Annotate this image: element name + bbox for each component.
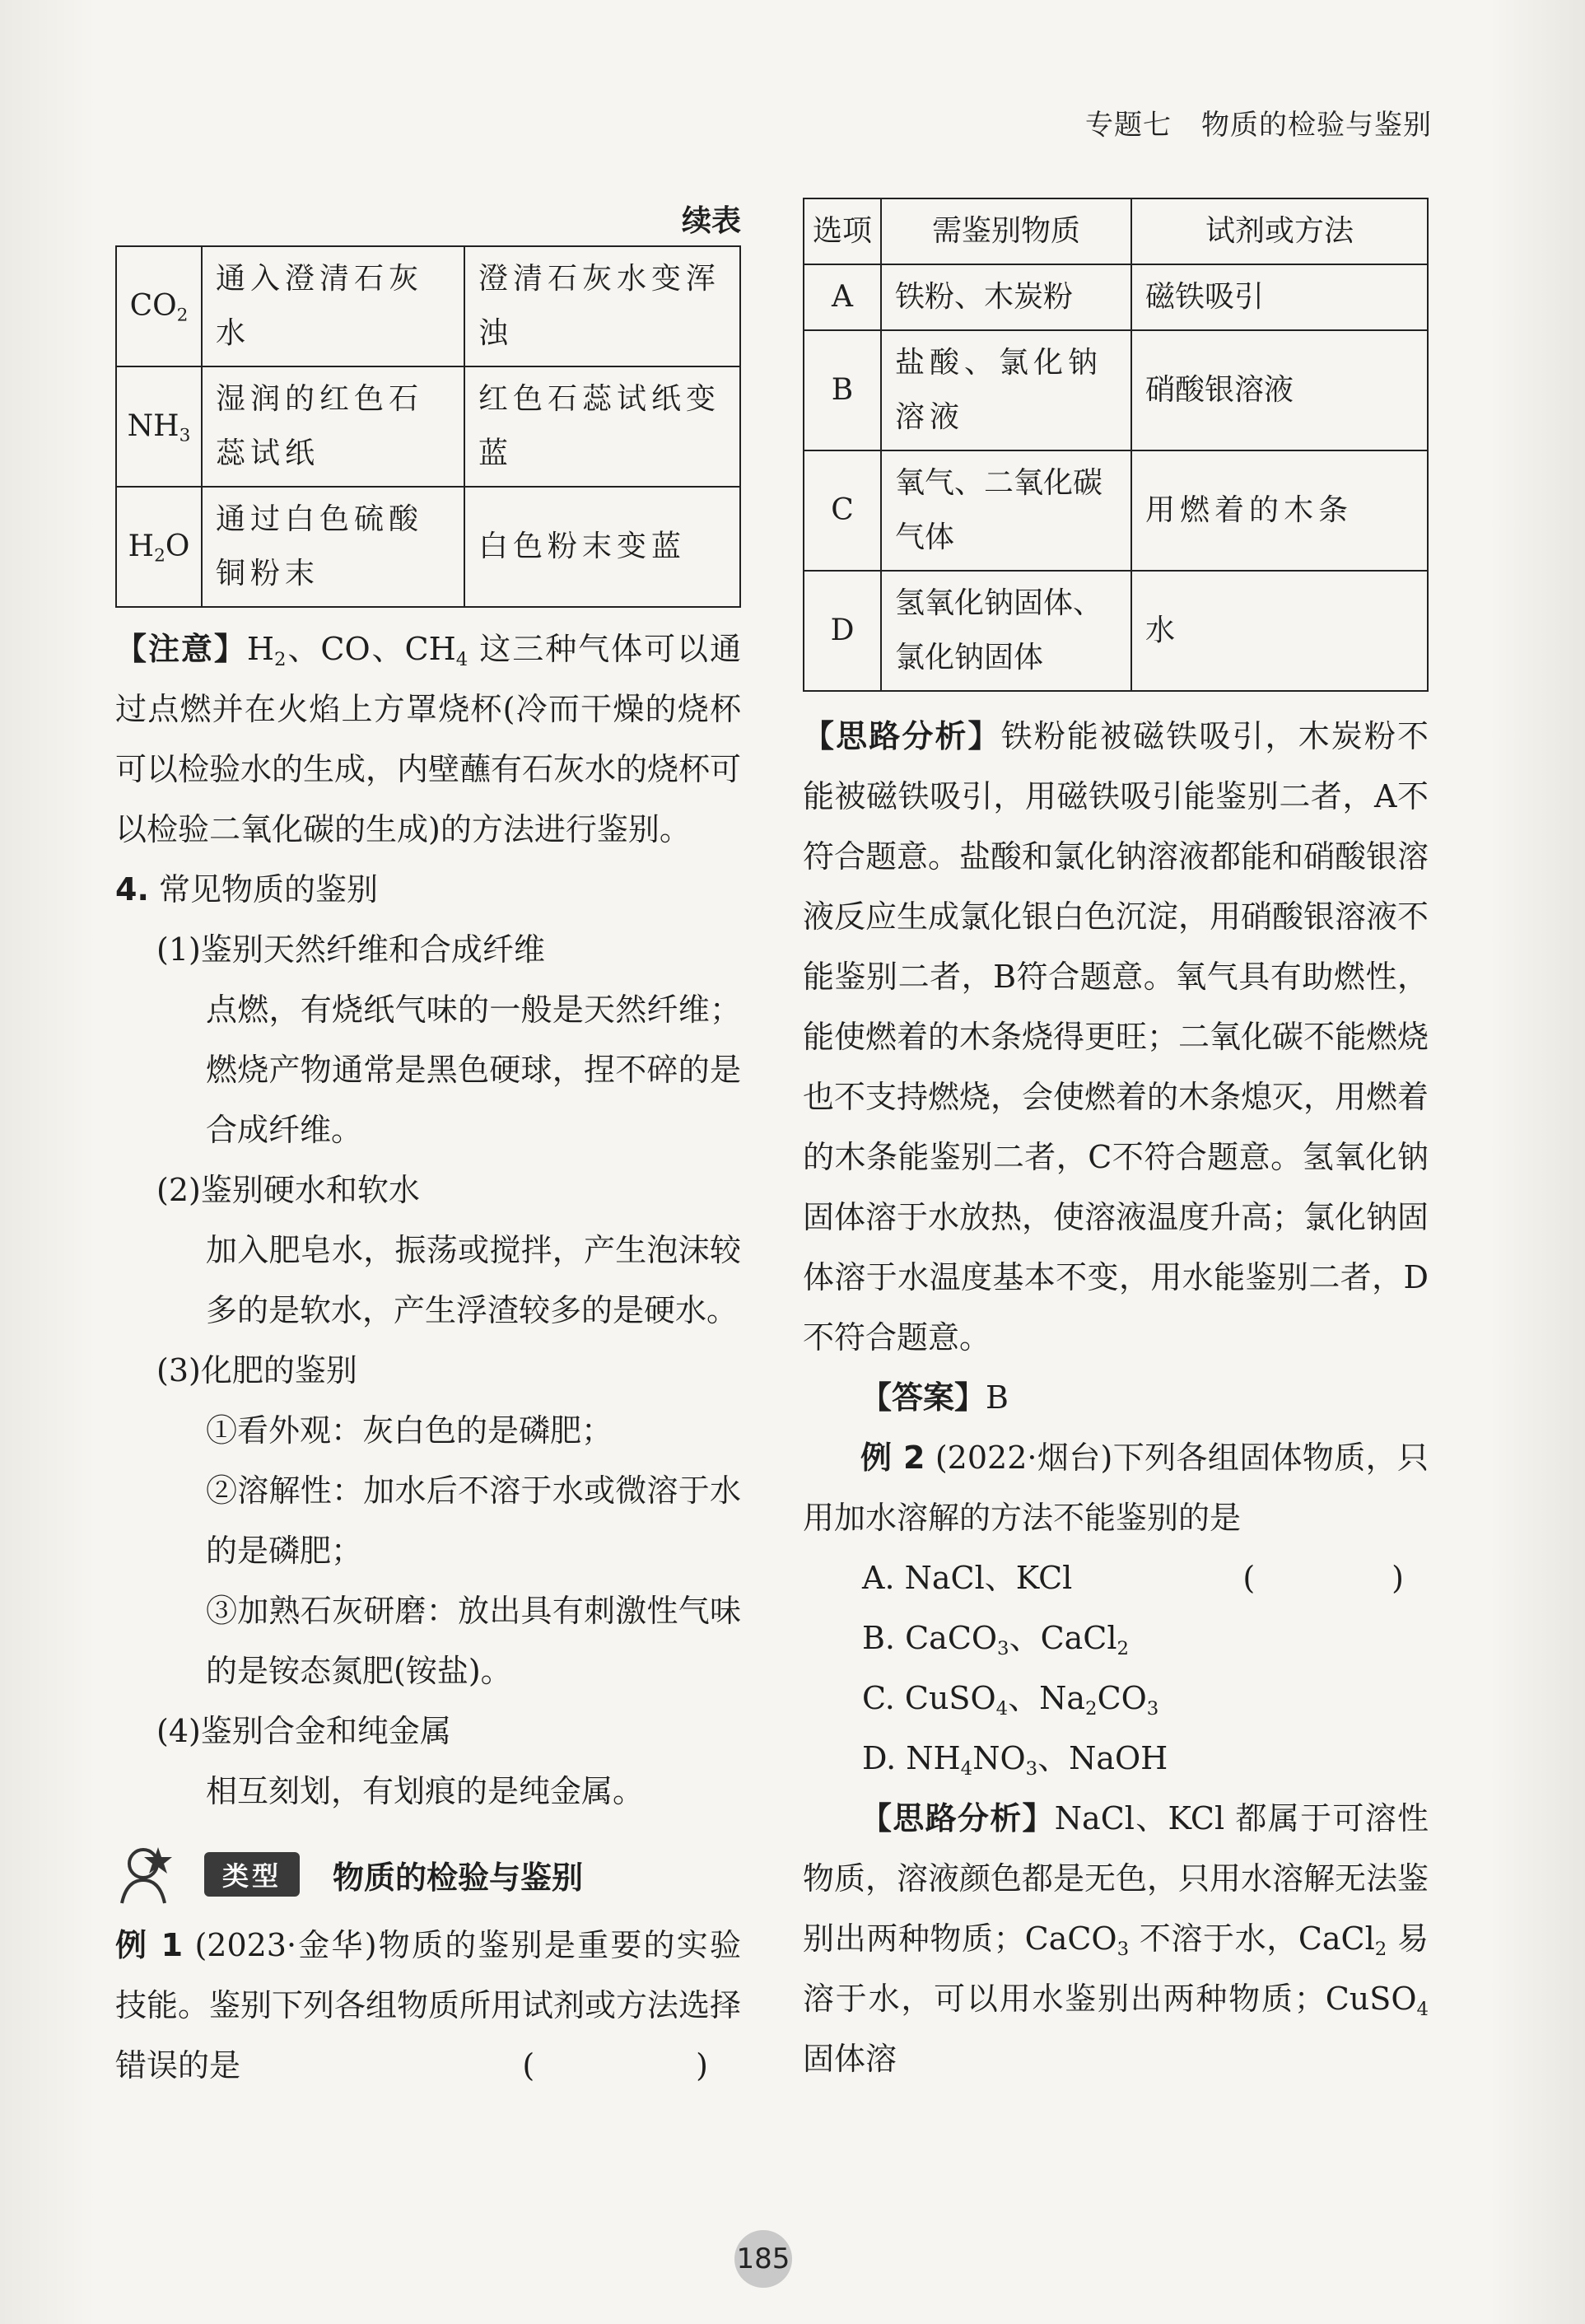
- section-heading: [115, 860, 741, 920]
- option-b: B. CaCO$_3$、CaCl$_2$: [862, 1620, 1130, 1659]
- item-heading: (4)鉴别合金和纯金属: [156, 1713, 451, 1749]
- answer-bracket: ( ): [522, 2047, 741, 2084]
- example1-question: [115, 1916, 741, 2096]
- star-person-icon: [115, 1842, 198, 1906]
- method-cell: 用燃着的木条: [1131, 450, 1428, 571]
- option-cell: B: [804, 330, 881, 450]
- running-header: [1085, 102, 1432, 142]
- analysis2-paragraph: [803, 1789, 1429, 2089]
- substance-cell: $NH_3$: [116, 366, 202, 487]
- table-row: [804, 264, 1428, 330]
- header-cell: 需鉴别物质: [881, 198, 1131, 264]
- substance-cell: $H_2O$: [116, 487, 202, 607]
- method-cell: 水: [1131, 571, 1428, 691]
- table-row: [116, 366, 740, 487]
- sub-item: ③加熟石灰研磨：放出具有刺激性气味的是铵态氮肥(铵盐)。: [206, 1593, 741, 1689]
- sub-item: ①看外观：灰白色的是磷肥；: [206, 1412, 613, 1449]
- sub-item: ②溶解性：加水后不溶于水或微溶于水的是磷肥；: [206, 1472, 741, 1569]
- option-c: C. CuSO$_4$、$Na_2CO_3$: [862, 1680, 1159, 1720]
- result-cell: 红色石蕊试纸变蓝: [464, 366, 740, 487]
- item-heading: (3)化肥的鉴别: [156, 1352, 357, 1388]
- option-a: A. NaCl、KCl: [862, 1560, 1073, 1596]
- table-row: [116, 246, 740, 366]
- left-column: [115, 198, 741, 2096]
- table-row: [804, 330, 1428, 450]
- page-number: 185: [734, 2230, 792, 2288]
- category-title: 物质的检验与鉴别: [333, 1859, 584, 1896]
- analysis2-label: 【思路分析】: [860, 1800, 1055, 1836]
- method-cell: 通过白色硫酸铜粉末: [202, 487, 464, 607]
- category-heading: [115, 1841, 741, 1907]
- table-row: [804, 450, 1428, 571]
- section-number: 4.: [115, 871, 149, 908]
- analysis2-text: NaCl、KCl 都属于可溶性物质，溶液颜色都是无色，只用水溶解无法鉴别出两种物质；CaCO$_3$ 不溶于水，CaCl$_2$ 易溶于水，可以用水鉴别出两种物质；CuSO$_4$ 固体溶: [803, 1800, 1429, 2077]
- substances-cell: 氢氧化钠固体、氯化钠固体: [881, 571, 1131, 691]
- answer1-paragraph: [803, 1368, 1429, 1428]
- method-cell: 磁铁吸引: [1131, 264, 1428, 330]
- note-text: $H_2$、CO、$CH_4$ 这三种气体可以通过点燃并在火焰上方罩烧杯(冷而干燥的烧杯可以检验水的生成，内壁蘸有石灰水的烧杯可以检验二氧化碳的生成)的方法进行鉴别。: [115, 631, 742, 847]
- option-cell: D: [804, 571, 881, 691]
- example2-source: (2022·烟台): [935, 1440, 1113, 1476]
- result-cell: 白色粉末变蓝: [464, 487, 740, 607]
- substances-cell: 盐酸、氯化钠溶液: [881, 330, 1131, 450]
- substances-cell: 氧气、二氧化碳气体: [881, 450, 1131, 571]
- example2-text: 下列各组固体物质，只用加水溶解的方法不能鉴别的是: [803, 1440, 1429, 1536]
- answer1-value: B: [986, 1379, 1009, 1416]
- right-column: [803, 198, 1429, 2089]
- result-cell: 澄清石灰水变浑浊: [464, 246, 740, 366]
- option-d: D. $NH_4NO_3$、NaOH: [862, 1740, 1168, 1780]
- table-header-row: [804, 198, 1428, 264]
- category-badge: 类型: [204, 1852, 300, 1897]
- header-title: 物质的检验与鉴别: [1201, 109, 1432, 142]
- options-table: [803, 198, 1429, 692]
- analysis1-text: 铁粉能被磁铁吸引，木炭粉不能被磁铁吸引，用磁铁吸引能鉴别二者，A不符合题意。盐酸和氯化钠溶液都能和硝酸银溶液反应生成氯化银白色沉淀，用硝酸银溶液不能鉴别二者，B符合题意。氧气具有助燃性，能使燃着的木条烧得更旺；二氧化碳不能燃烧也不支持燃烧，会使燃着的木条熄灭，用燃着的木条能鉴别二者，C不符合题意。氢氧化钠固体溶于水放热，使溶液温度升高；氯化钠固体溶于水温度基本不变，用水能鉴别二者，D不符合题意。: [803, 718, 1429, 1356]
- table-row: [804, 571, 1428, 691]
- header-cell: 试剂或方法: [1131, 198, 1428, 264]
- item-heading: (1)鉴别天然纤维和合成纤维: [156, 931, 545, 968]
- option-cell: C: [804, 450, 881, 571]
- item-heading: (2)鉴别硬水和软水: [156, 1172, 420, 1208]
- answer-bracket: ( ): [1242, 1560, 1429, 1596]
- method-cell: 通入澄清石灰水: [202, 246, 464, 366]
- substance-cell: $CO_2$: [116, 246, 202, 366]
- analysis1-paragraph: [803, 707, 1429, 1368]
- substances-cell: 铁粉、木炭粉: [881, 264, 1131, 330]
- example1-text: 物质的鉴别是重要的实验技能。鉴别下列各组物质所用试剂或方法选择错误的是: [115, 1927, 742, 2084]
- option-cell: A: [804, 264, 881, 330]
- table-row: [116, 487, 740, 607]
- detection-table: [115, 245, 741, 608]
- example2-label: 例 2: [860, 1440, 925, 1476]
- section-title: 常见物质的鉴别: [158, 871, 378, 908]
- header-topic: 专题七: [1085, 109, 1172, 142]
- header-cell: 选项: [804, 198, 881, 264]
- item-body: 点燃，有烧纸气味的一般是天然纤维；燃烧产物通常是黑色硬球，捏不碎的是合成纤维。: [206, 992, 741, 1148]
- example1-source: (2023·金华): [194, 1927, 377, 1963]
- example1-label: 例 1: [115, 1927, 184, 1963]
- note-label: 【注意】: [115, 631, 247, 667]
- continued-label: 续表: [681, 204, 741, 238]
- note-paragraph: [115, 619, 741, 860]
- analysis1-label: 【思路分析】: [803, 718, 1001, 754]
- answer1-label: 【答案】: [860, 1379, 986, 1416]
- method-cell: 硝酸银溶液: [1131, 330, 1428, 450]
- method-cell: 湿润的红色石蕊试纸: [202, 366, 464, 487]
- item-body: 加入肥皂水，振荡或搅拌，产生泡沫较多的是软水，产生浮渣较多的是硬水。: [206, 1232, 741, 1328]
- item-body: 相互刻划，有划痕的是纯金属。: [206, 1773, 645, 1809]
